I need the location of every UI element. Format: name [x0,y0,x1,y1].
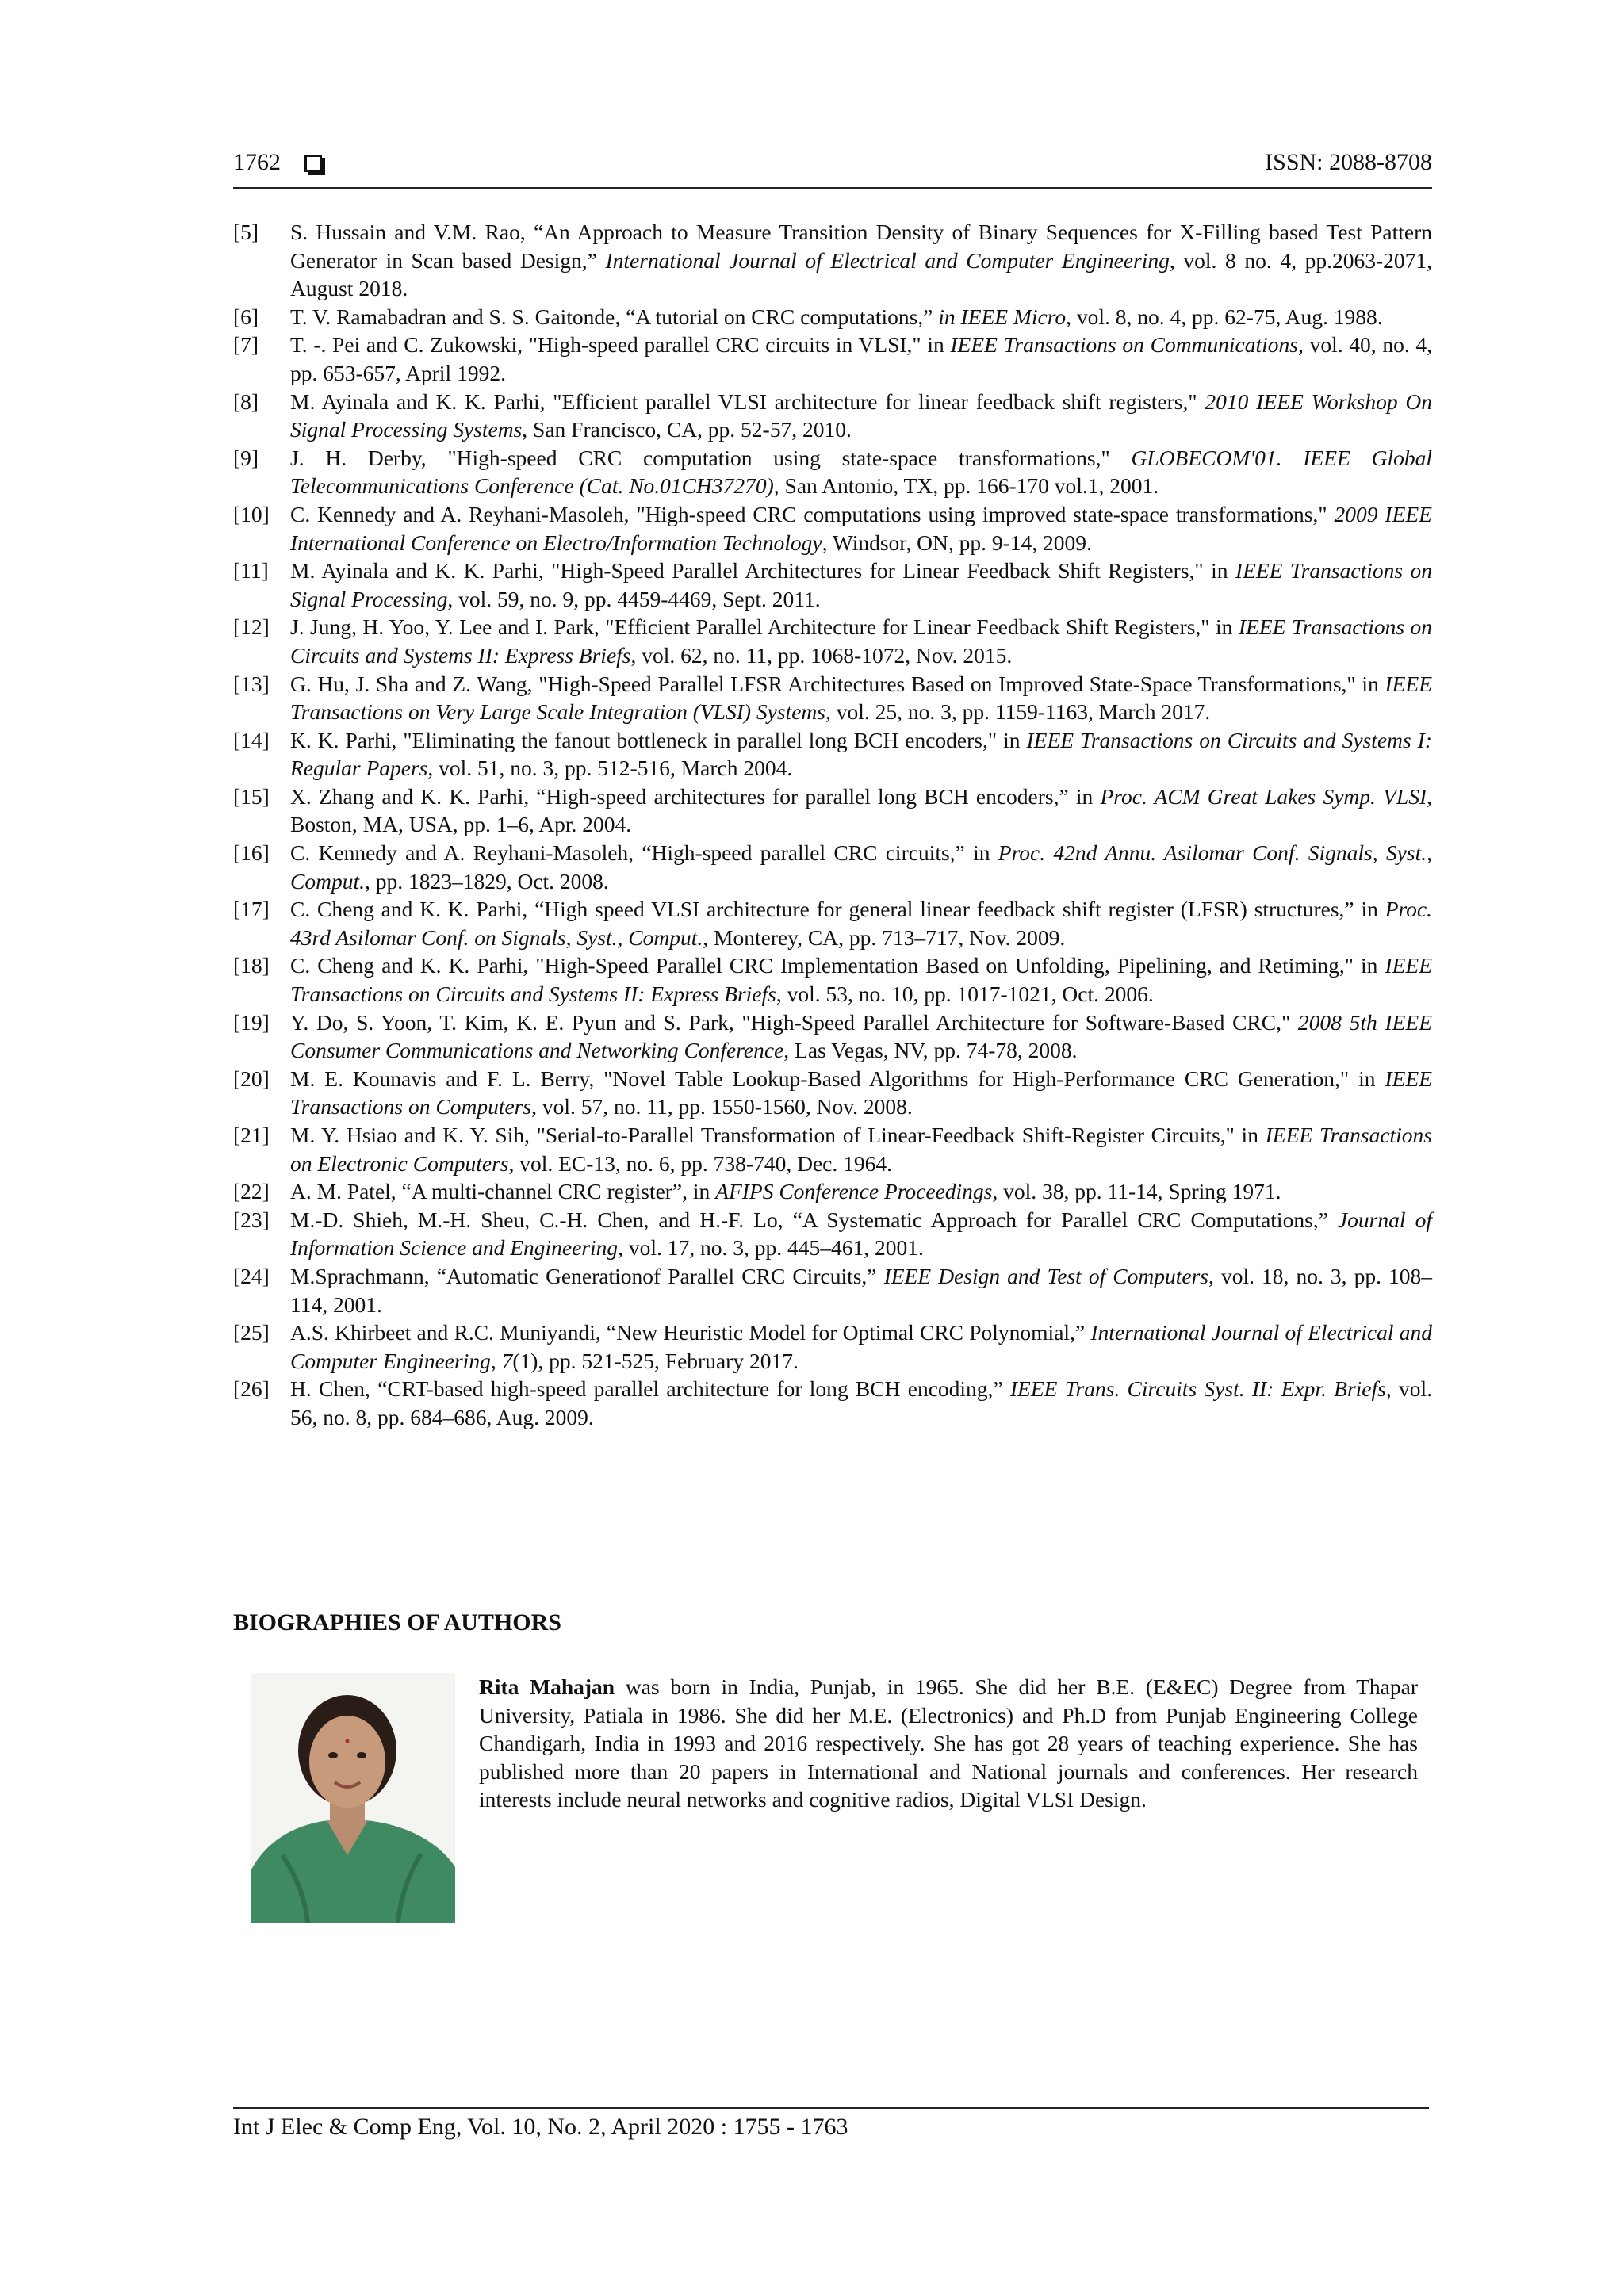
reference-number: [7] [233,332,259,358]
reference-item [233,303,1432,331]
reference-text-segment: K. K. Parhi, "Eliminating the fanout bottleneck in parallel long BCH encoders," in [290,727,1027,752]
reference-venue: IEEE Trans. Circuits Syst. II: Expr. Briefs [1009,1376,1386,1402]
reference-text [290,1318,1432,1375]
reference-venue: IEEE Transactions on Very Large Scale Integration (VLSI) Systems [290,671,1432,725]
reference-text [290,303,1432,331]
reference-item [233,670,1432,726]
reference-number: [14] [233,727,270,752]
reference-text-segment: , vol. 59, no. 9, pp. 4459-4469, Sept. 2011. [447,586,821,611]
reference-text [290,839,1432,895]
square-bullet-icon [304,155,322,172]
reference-item [233,331,1432,387]
reference-number: [6] [233,304,259,329]
reference-number: [5] [233,220,259,244]
reference-item [233,783,1432,839]
reference-item [233,444,1432,500]
reference-text-segment: A.S. Khirbeet and R.C. Muniyandi, “New Heuristic Model for Optimal CRC Polynomial,” [290,1320,1091,1345]
reference-venue: IEEE Transactions on Electronic Computers [290,1123,1433,1176]
reference-number: [13] [233,671,270,696]
reference-venue: IEEE Transactions on Communications [950,332,1299,358]
reference-text-segment: T. -. Pei and C. Zukowski, "High-speed parallel CRC circuits in VLSI," in [290,332,951,358]
reference-text-segment: , vol. 57, no. 11, pp. 1550-1560, Nov. 2008. [531,1094,913,1119]
reference-text-segment: M.Sprachmann, “Automatic Generationof Parallel CRC Circuits,” [290,1263,884,1288]
reference-text-segment: , vol. 25, no. 3, pp. 1159-1163, March 2017. [825,699,1211,725]
reference-venue: 2009 IEEE International Conference on Electro/Information Technology [290,501,1432,555]
reference-text-segment: C. Cheng and K. K. Parhi, “High speed VLSI architecture for general linear feedback shift register (LFSR) structures,” in [290,897,1385,922]
reference-text-segment: C. Cheng and K. K. Parhi, "High-Speed Parallel CRC Implementation Based on Unfolding, Pipelining, and Retiming," in [290,953,1385,978]
reference-item [233,1177,1432,1206]
reference-text-segment: M. Y. Hsiao and K. Y. Sih, "Serial-to-Parallel Transformation of Linear-Feedback Shift-Register Circuits," in [290,1123,1266,1147]
header-left [233,149,322,176]
reference-item [233,839,1432,895]
reference-text [290,331,1432,387]
reference-text-segment: J. H. Derby, "High-speed CRC computation using state-space transformations," [290,445,1132,470]
reference-venue: IEEE Transactions on Circuits and Systems II: Express Briefs [290,614,1433,668]
reference-text [290,726,1432,783]
reference-text-segment: , vol. 56, no. 8, pp. 684–686, Aug. 2009. [290,1376,1433,1429]
issn: ISSN: 2088-8708 [1265,149,1432,175]
reference-text-segment: (1), pp. 521-525, February 2017. [512,1348,799,1373]
reference-text [290,1206,1432,1262]
reference-number: [24] [233,1263,270,1288]
reference-text-segment: , vol. EC-13, no. 6, pp. 738-740, Dec. 1964. [508,1150,892,1176]
reference-text-segment: M. E. Kounavis and F. L. Berry, "Novel Table Lookup-Based Algorithms for High-Performance CRC Generation," in [290,1066,1385,1091]
author-name: Rita Mahajan [479,1674,615,1699]
reference-number: [20] [233,1066,270,1091]
reference-text-segment: X. Zhang and K. K. Parhi, “High-speed architectures for parallel long BCH encoders,” in [290,783,1101,809]
reference-number: [16] [233,840,270,866]
reference-text-segment: J. Jung, H. Yoo, Y. Lee and I. Park, "Efficient Parallel Architecture for Linear Feedback Shift Registers," in [290,614,1239,640]
reference-text-segment: , vol. 17, no. 3, pp. 445–461, 2001. [618,1235,924,1261]
page-footer [233,2107,1429,2141]
reference-text-segment: C. Kennedy and A. Reyhani-Masoleh, “High-speed parallel CRC circuits,” in [290,840,998,866]
reference-number: [22] [233,1179,270,1204]
reference-text-segment: C. Kennedy and A. Reyhani-Masoleh, "High-speed CRC computations using improved state-space transformations," [290,501,1335,526]
reference-text [290,951,1432,1008]
reference-item [233,1008,1432,1065]
reference-text [290,388,1432,444]
reference-number: [9] [233,445,259,470]
reference-item [233,951,1432,1008]
author-biography [479,1673,1418,1814]
reference-text [290,444,1432,500]
reference-item [233,613,1432,669]
reference-text [290,1008,1432,1065]
page-number: 1762 [233,149,281,175]
reference-text-segment: , Las Vegas, NV, pp. 74-78, 2008. [783,1038,1078,1063]
reference-text [290,1065,1432,1121]
reference-text [290,1375,1432,1431]
reference-item [233,1262,1432,1318]
reference-text-segment: , Windsor, ON, pp. 9-14, 2009. [822,530,1092,555]
reference-venue: International Journal of Electrical and Computer Engineering [290,1320,1432,1373]
reference-text [290,1262,1432,1318]
reference-text-segment: , vol. 8, no. 4, pp. 62-75, Aug. 1988. [1066,304,1383,329]
reference-number: [10] [233,501,270,526]
reference-text [290,557,1432,613]
reference-text-segment: H. Chen, “CRT-based high-speed parallel architecture for long BCH encoding,” [290,1376,1010,1402]
page-header [233,149,1432,189]
reference-venue: IEEE Transactions on Signal Processing [290,558,1432,611]
reference-text [290,783,1432,839]
reference-text-segment: M. Ayinala and K. K. Parhi, "Efficient parallel VLSI architecture for linear feedback shift registers," [290,388,1205,414]
reference-text [290,1177,1432,1206]
reference-text-segment: , [490,1348,502,1373]
reference-item [233,218,1432,303]
reference-text-segment: M.-D. Shieh, M.-H. Sheu, C.-H. Chen, and H.-F. Lo, “A Systematic Approach for Parallel CRC Computations,” [290,1207,1338,1232]
reference-text-segment: , Monterey, CA, pp. 713–717, Nov. 2009. [703,924,1066,950]
reference-venue: IEEE Transactions on Circuits and Systems II: Express Briefs [290,953,1432,1007]
reference-number: [11] [233,558,269,584]
reference-venue: 2010 IEEE Workshop On Signal Processing Systems [290,388,1433,442]
reference-venue: IEEE Design and Test of Computers [883,1263,1209,1288]
reference-text-segment: , vol. 53, no. 10, pp. 1017-1021, Oct. 2006. [776,982,1154,1007]
reference-item [233,726,1432,783]
reference-item [233,388,1432,444]
author-bio-text: was born in India, Punjab, in 1965. She did her B.E. (E&EC) Degree from Thapar University, Patiala in 1986. She did her M.E. (Electronics) and Ph.D from Punjab Engineering College Chandigarh, India in 1993 and 2016 respectively. She has got 28 years of teaching experience. She has published more than 20 papers in International and National journals and conferences. Her research interests include neural networks and cognitive radios, Digital VLSI Design. [479,1674,1418,1812]
reference-venue: 2008 5th IEEE Consumer Communications and Networking Conference [290,1009,1432,1063]
reference-text [290,613,1432,669]
reference-venue: Proc. 42nd Annu. Asilomar Conf. Signals, Syst., Comput. [290,840,1432,894]
reference-list [233,218,1432,1432]
reference-text-segment: S. Hussain and V.M. Rao, “An Approach to Measure Transition Density of Binary Sequences for X-Filling based Test Pattern Generator in Scan based Design,” [290,220,1432,273]
reference-number: [12] [233,614,270,640]
journal-citation: Int J Elec & Comp Eng, Vol. 10, No. 2, April 2020 : 1755 - 1763 [233,2114,848,2140]
reference-item [233,1065,1432,1121]
reference-number: [17] [233,897,270,922]
reference-venue: 7 [501,1348,513,1373]
reference-item [233,1318,1432,1375]
reference-text-segment: , San Antonio, TX, pp. 166-170 vol.1, 2001. [773,473,1159,499]
reference-number: [19] [233,1009,270,1035]
reference-venue: IEEE Transactions on Computers [290,1066,1432,1119]
reference-number: [21] [233,1123,270,1147]
reference-text-segment: , Boston, MA, USA, pp. 1–6, Apr. 2004. [290,783,1432,837]
reference-text-segment: , vol. 51, no. 3, pp. 512-516, March 2004. [427,756,793,781]
reference-text-segment: , vol. 38, pp. 11-14, Spring 1971. [992,1179,1281,1204]
reference-text-segment: , vol. 8 no. 4, pp.2063-2071, August 2018. [290,247,1432,301]
reference-text-segment: M. Ayinala and K. K. Parhi, "High-Speed Parallel Architectures for Linear Feedback Shift Registers," in [290,558,1235,584]
reference-venue: Proc. 43rd Asilomar Conf. on Signals, Syst., Comput. [290,897,1432,950]
reference-text-segment: A. M. Patel, “A multi-channel CRC register”, in [290,1179,716,1204]
reference-number: [25] [233,1320,270,1345]
reference-text-segment: , vol. 18, no. 3, pp. 108–114, 2001. [290,1263,1433,1317]
reference-text-segment: G. Hu, J. Sha and Z. Wang, "High-Speed Parallel LFSR Architectures Based on Improved State-Space Transformations," in [290,671,1385,696]
reference-text-segment: , San Francisco, CA, pp. 52-57, 2010. [522,417,852,442]
reference-number: [18] [233,953,270,978]
reference-item [233,500,1432,557]
reference-venue: AFIPS Conference Proceedings [715,1179,993,1204]
reference-text-segment: , vol. 40, no. 4, pp. 653-657, April 1992. [290,332,1433,385]
reference-text [290,1121,1432,1177]
reference-item [233,557,1432,613]
reference-item [233,1206,1432,1262]
reference-venue: GLOBECOM'01. IEEE Global Telecommunications Conference (Cat. No.01CH37270) [290,445,1432,499]
reference-item [233,1121,1432,1177]
reference-venue: in IEEE Micro [938,304,1067,329]
reference-item [233,1375,1432,1431]
reference-item [233,895,1432,951]
reference-text [290,218,1432,303]
reference-text-segment: , pp. 1823–1829, Oct. 2008. [364,868,609,894]
reference-venue: IEEE Transactions on Circuits and Systems I: Regular Papers [290,727,1432,781]
biographies-heading: BIOGRAPHIES OF AUTHORS [233,1609,561,1636]
reference-text [290,670,1432,726]
reference-venue: Journal of Information Science and Engineering [290,1207,1432,1261]
reference-number: [8] [233,388,259,414]
reference-text-segment: T. V. Ramabadran and S. S. Gaitonde, “A tutorial on CRC computations,” [290,304,939,329]
author-portrait-image [251,1673,455,1923]
reference-text [290,895,1432,951]
reference-text-segment: Y. Do, S. Yoon, T. Kim, K. E. Pyun and S. Park, "High-Speed Parallel Architecture for Software-Based CRC," [290,1009,1298,1035]
reference-number: [23] [233,1207,270,1232]
reference-number: [26] [233,1376,270,1402]
reference-venue: Proc. ACM Great Lakes Symp. VLSI [1100,783,1427,809]
reference-venue: International Journal of Electrical and Computer Engineering [605,247,1170,273]
author-photo [251,1673,455,1923]
reference-text-segment: , vol. 62, no. 11, pp. 1068-1072, Nov. 2015. [630,642,1013,668]
reference-number: [15] [233,783,270,809]
reference-text [290,500,1432,557]
